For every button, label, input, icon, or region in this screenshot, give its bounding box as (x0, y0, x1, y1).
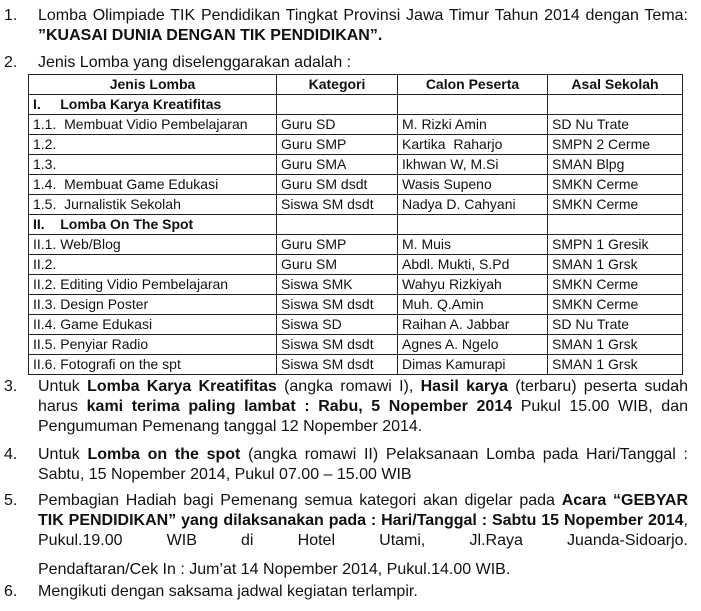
cell-kategori: Siswa SMK (277, 275, 398, 295)
cell-asal-sekolah: SD Nu Trate (548, 115, 683, 135)
registration-line: Pendaftaran/Cek In : Jum’at 14 Nopember 2014, Pukul.14.00 WIB. (38, 561, 511, 578)
text-run: Pembagian Hadiah bagi Pemenang semua kategori akan digelar pada (38, 492, 562, 509)
cell-kategori: Guru SM (277, 255, 398, 275)
header-kategori: Kategori (277, 75, 398, 95)
cell-kategori: Siswa SM dsdt (277, 335, 398, 355)
cell-kategori: Guru SM dsdt (277, 175, 398, 195)
table-row (29, 275, 683, 295)
cell-kategori: Siswa SM dsdt (277, 295, 398, 315)
cell-asal-sekolah: SMKN Cerme (548, 195, 683, 215)
cell-calon-peserta: M. Rizki Amin (398, 115, 548, 135)
cell-calon-peserta: Wasis Supeno (398, 175, 548, 195)
cell-asal-sekolah (548, 95, 683, 115)
table-row (29, 135, 683, 155)
cell-calon-peserta: Dimas Kamurapi (398, 355, 548, 375)
table-section-row (29, 95, 683, 115)
table-row (29, 235, 683, 255)
cell-jenis-lomba: II.3. Design Poster (29, 295, 277, 315)
cell-calon-peserta: Raihan A. Jabbar (398, 315, 548, 335)
cell-jenis-lomba: 1.2. (29, 135, 277, 155)
cell-jenis-lomba: II.2. Editing Vidio Pembelajaran (29, 275, 277, 295)
cell-kategori: Guru SD (277, 115, 398, 135)
table-row (29, 335, 683, 355)
cell-asal-sekolah (548, 215, 683, 235)
cell-asal-sekolah: SD Nu Trate (548, 315, 683, 335)
list-number: 4. (4, 446, 18, 463)
cell-calon-peserta (398, 95, 548, 115)
list-text (38, 445, 688, 485)
cell-asal-sekolah: SMKN Cerme (548, 175, 683, 195)
cell-asal-sekolah: SMPN 2 Cerme (548, 135, 683, 155)
cell-jenis-lomba: II.1. Web/Blog (29, 235, 277, 255)
table-row (29, 175, 683, 195)
cell-kategori: Guru SMP (277, 135, 398, 155)
cell-jenis-lomba: 1.4. Membuat Game Edukasi (29, 175, 277, 195)
cell-asal-sekolah: SMPN 1 Gresik (548, 235, 683, 255)
cell-calon-peserta: Wahyu Rizkiyah (398, 275, 548, 295)
list-text (38, 491, 688, 551)
text-run: Untuk (38, 378, 88, 395)
table-header-row (29, 75, 683, 95)
table-body (29, 95, 683, 375)
header-asal-sekolah: Asal Sekolah (548, 75, 683, 95)
list-number: 3. (4, 378, 18, 395)
cell-asal-sekolah: SMAN 1 Grsk (548, 335, 683, 355)
bold-text: Lomba on the spot (87, 446, 241, 463)
text-run: Jenis Lomba yang diselenggarakan adalah : (38, 54, 352, 71)
text-run: (terbaru) peserta sudah harus (38, 378, 689, 415)
cell-calon-peserta: Ikhwan W, M.Si (398, 155, 548, 175)
table-section-row (29, 215, 683, 235)
header-calon-peserta: Calon Peserta (398, 75, 548, 95)
cell-jenis-lomba: II.6. Fotografi on the spt (29, 355, 277, 375)
cell-jenis-lomba: 1.1. Membuat Vidio Pembelajaran (29, 115, 277, 135)
cell-calon-peserta: Muh. Q.Amin (398, 295, 548, 315)
cell-jenis-lomba: II.5. Penyiar Radio (29, 335, 277, 355)
bold-text: Acara “GEBYAR TIK PENDIDIKAN” yang dilaksanakan pada : Hari/Tanggal : Sabtu 15 Nopember 2014 (38, 492, 689, 529)
cell-jenis-lomba: 1.5. Jurnalistik Sekolah (29, 195, 277, 215)
text-run: Untuk (38, 446, 88, 463)
text-run: (angka romawi I), (276, 378, 421, 395)
cell-calon-peserta: Nadya D. Cahyani (398, 195, 548, 215)
cell-calon-peserta: Kartika Raharjo (398, 135, 548, 155)
cell-kategori: Guru SMP (277, 235, 398, 255)
table-row (29, 355, 683, 375)
bold-text: kami terima paling lambat : Rabu, 5 Nopember 2014 (86, 398, 513, 415)
text-run: Pukul 15.00 WIB, dan Pengumuman Pemenang tanggal 12 Nopember 2014. (38, 398, 689, 435)
table-row (29, 255, 683, 275)
cell-asal-sekolah: SMAN Blpg (548, 155, 683, 175)
cell-jenis-lomba: II.4. Game Edukasi (29, 315, 277, 335)
cell-kategori (277, 95, 398, 115)
table-row (29, 115, 683, 135)
table-row (29, 155, 683, 175)
cell-asal-sekolah: SMAN 1 Grsk (548, 255, 683, 275)
cell-calon-peserta: Abdl. Mukti, S.Pd (398, 255, 548, 275)
cell-calon-peserta: Agnes A. Ngelo (398, 335, 548, 355)
list-number: 5. (4, 492, 18, 509)
cell-calon-peserta (398, 215, 548, 235)
table-row (29, 195, 683, 215)
cell-jenis-lomba: II.2. (29, 255, 277, 275)
list-text (38, 53, 688, 73)
list-text (38, 6, 688, 46)
list-text (38, 582, 688, 602)
text-run: Mengikuti dengan saksama jadwal kegiatan terlampir. (38, 583, 418, 600)
cell-jenis-lomba: II. Lomba On The Spot (29, 215, 277, 235)
cell-kategori: Siswa SD (277, 315, 398, 335)
cell-jenis-lomba: 1.3. (29, 155, 277, 175)
cell-asal-sekolah: SMKN Cerme (548, 295, 683, 315)
list-number: 1. (4, 7, 18, 24)
cell-calon-peserta: M. Muis (398, 235, 548, 255)
cell-kategori: Siswa SM dsdt (277, 195, 398, 215)
text-run: , Pukul.19.00 WIB di Hotel Utami, Jl.Raya Juanda-Sidoarjo. (38, 512, 688, 549)
list-number: 6. (4, 583, 18, 600)
header-jenis-lomba: Jenis Lomba (29, 75, 277, 95)
cell-asal-sekolah: SMAN 1 Grsk (548, 355, 683, 375)
competition-table (28, 74, 683, 375)
cell-asal-sekolah: SMKN Cerme (548, 275, 683, 295)
cell-jenis-lomba: I. Lomba Karya Kreatifitas (29, 95, 277, 115)
bold-text: Hasil karya (420, 378, 508, 395)
text-run: (angka romawi II) Pelaksanaan Lomba pada Hari/Tanggal : Sabtu, 15 Nopember 2014, Pukul 07.00 – 15.00 WIB (38, 446, 688, 483)
bold-text: Lomba Karya Kreatifitas (87, 378, 277, 395)
cell-kategori (277, 215, 398, 235)
list-number: 2. (4, 54, 18, 71)
cell-kategori: Guru SMA (277, 155, 398, 175)
cell-kategori: Siswa SM dsdt (277, 355, 398, 375)
table-row (29, 295, 683, 315)
table-row (29, 315, 683, 335)
bold-text: ”KUASAI DUNIA DENGAN TIK PENDIDIKAN”. (38, 27, 383, 44)
text-run: Lomba Olimpiade TIK Pendidikan Tingkat Provinsi Jawa Timur Tahun 2014 dengan Tema: (38, 7, 688, 24)
list-text (38, 377, 688, 437)
